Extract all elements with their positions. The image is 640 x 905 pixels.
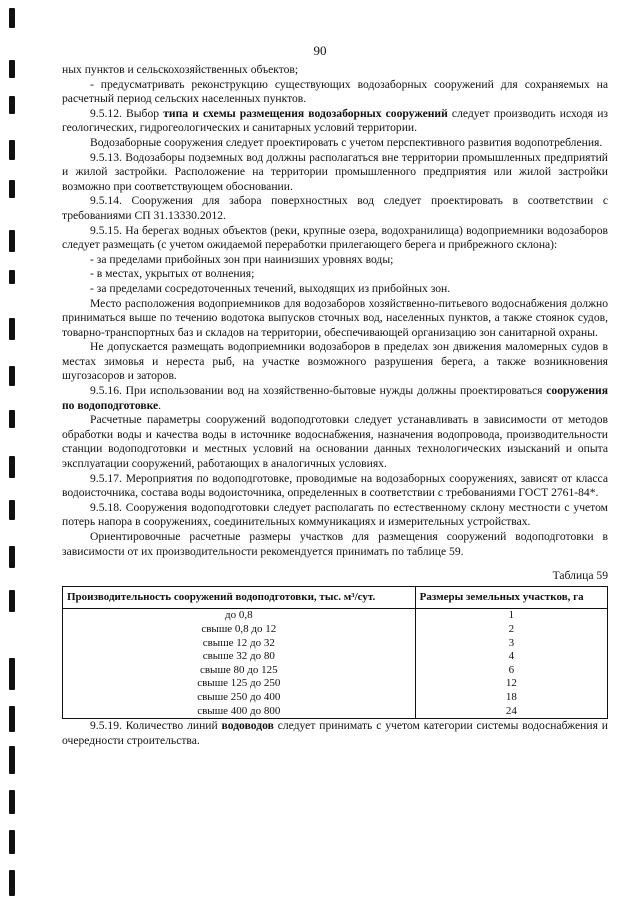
binding-mark <box>9 8 15 28</box>
table-cell: 6 <box>415 664 607 678</box>
paragraph: Водозаборные сооружения следует проектировать с учетом перспективного развития водопотребления. <box>90 135 603 149</box>
binding-mark <box>9 590 15 612</box>
table-cell: свыше 125 до 250 <box>63 677 416 691</box>
table-cell: 18 <box>415 691 607 705</box>
paragraph: Ориентировочные расчетные размеры участков для размещения сооружений водоподготовки в зависимости от их производительности рекомендуется принимать по таблице 59. <box>62 530 608 558</box>
list-item: - предусматривать реконструкцию существующих водозаборных сооружений для сохраняемых на расчетный период сельских населенных пунктов. <box>62 77 608 106</box>
table-row <box>63 637 608 651</box>
binding-mark <box>9 658 15 690</box>
list-item: - в местах, укрытых от волнения; <box>90 267 255 281</box>
paragraph: Место расположения водоприемников для водозаборов хозяйственно-питьевого водоснабжения должно приниматься выше по течению водотока выпусков сточных вод, населенных пунктов, а также стоянок судов, товарно-транспортных баз и складов на территории, обеспечивающей организацию зон санитарной охраны. <box>62 296 608 339</box>
paragraph: Расчетные параметры сооружений водоподготовки следует устанавливать в зависимости от методов обработки воды и качества воды в источнике водоснабжения, назначения водопровода, производительности станции водоподготовки и местных условий на основании данных технологических изысканий и опыта эксплуатации сооружений, работающих в аналогичных условиях. <box>62 413 608 471</box>
binding-mark <box>9 830 15 854</box>
table-row <box>63 623 608 637</box>
binding-mark <box>9 870 15 896</box>
paragraph-9-5-15: 9.5.15. На берегах водных объектов (реки, крупные озера, водохранилища) водоприемники водозаборов следует размещать (с учетом ожидаемой переработки прилегающего берега и прибрежного склона): <box>62 223 608 252</box>
table-cell: 24 <box>415 705 607 719</box>
table-row <box>63 650 608 664</box>
table-cell: свыше 32 до 80 <box>63 650 416 664</box>
list-item: - за пределами прибойных зон при наинизших уровнях воды; <box>90 252 394 266</box>
table-cell: 4 <box>415 650 607 664</box>
table-cell: до 0,8 <box>63 609 416 623</box>
table-row <box>63 664 608 678</box>
binding-mark <box>9 140 15 160</box>
table-header-row <box>63 586 608 609</box>
binding-mark <box>9 546 15 568</box>
table-caption: Таблица 59 <box>552 569 608 583</box>
table-cell: 1 <box>415 609 607 623</box>
binding-mark <box>9 456 15 478</box>
table-cell: свыше 400 до 800 <box>63 705 416 719</box>
binding-mark <box>9 790 15 814</box>
paragraph-9-5-14: 9.5.14. Сооружения для забора поверхностных вод следует проектировать в соответствии с требованиями СП 31.13330.2012. <box>62 194 608 222</box>
document-body <box>62 63 608 748</box>
table-row <box>63 691 608 705</box>
binding-mark <box>9 270 15 284</box>
paragraph-9-5-12: 9.5.12. Выбор типа и схемы размещения водозаборных сооружений следует производить исходя из геологических, гидрогеологических и санитарных условий территории. <box>62 106 608 135</box>
list-item: - за пределами сосредоточенных течений, выходящих из прибойных зон. <box>90 281 451 295</box>
paragraph-9-5-18: 9.5.18. Сооружения водоподготовки следует располагать по естественному склону местности с учетом потерь напора в сооружениях, соединительных коммуникациях и измерительных устройствах. <box>62 500 608 529</box>
paragraph-9-5-17: 9.5.17. Мероприятия по водоподготовке, проводимые на водозаборных сооружениях, зависят от класса водоисточника, состава воды водоисточника, определенных в соответствии с требованиями ГОСТ 2761-84*. <box>62 471 608 500</box>
table-row <box>63 705 608 719</box>
binding-mark <box>9 410 15 428</box>
table-59 <box>62 586 608 719</box>
column-header: Производительность сооружений водоподготовки, тыс. м³/сут. <box>63 586 416 609</box>
binding-mark <box>9 500 15 520</box>
paragraph-9-5-13: 9.5.13. Водозаборы подземных вод должны располагаться вне территории промышленных предприятий и жилой застройки. Расположение на территории промышленного предприятия или жилой застройки возможно при соответствующем обосновании. <box>62 150 608 193</box>
binding-mark <box>9 318 15 340</box>
table-cell: свыше 0,8 до 12 <box>63 623 416 637</box>
paragraph: ных пунктов и сельскохозяйственных объектов; <box>62 63 299 76</box>
table-cell: свыше 80 до 125 <box>63 664 416 678</box>
paragraph-9-5-16: 9.5.16. При использовании вод на хозяйственно-бытовые нужды должны проектироваться сооружения по водоподготовке. <box>62 384 608 412</box>
binding-mark <box>9 180 15 198</box>
column-header: Размеры земельных участков, га <box>415 586 607 609</box>
paragraph: Не допускается размещать водоприемники водозаборов в пределах зон движения маломерных судов в местах зимовья и нереста рыб, на участке возможного разрушения берега, а также возникновения шугозасоров и заторов. <box>62 340 608 383</box>
table-row <box>63 609 608 623</box>
table-cell: 2 <box>415 623 607 637</box>
binding-mark <box>9 60 15 78</box>
binding-mark <box>9 230 15 252</box>
table-cell: 12 <box>415 677 607 691</box>
binding-mark <box>9 366 15 386</box>
table-cell: свыше 250 до 400 <box>63 691 416 705</box>
table-cell: 3 <box>415 637 607 651</box>
binding-marks <box>9 0 17 905</box>
binding-mark <box>9 96 15 114</box>
binding-mark <box>9 706 15 732</box>
page-number: 90 <box>313 43 327 58</box>
table-row <box>63 677 608 691</box>
binding-mark <box>9 746 15 774</box>
table-cell: свыше 12 до 32 <box>63 637 416 651</box>
paragraph-9-5-19: 9.5.19. Количество линий водоводов следует принимать с учетом категории системы водоснабжения и очередности строительства. <box>62 719 608 747</box>
